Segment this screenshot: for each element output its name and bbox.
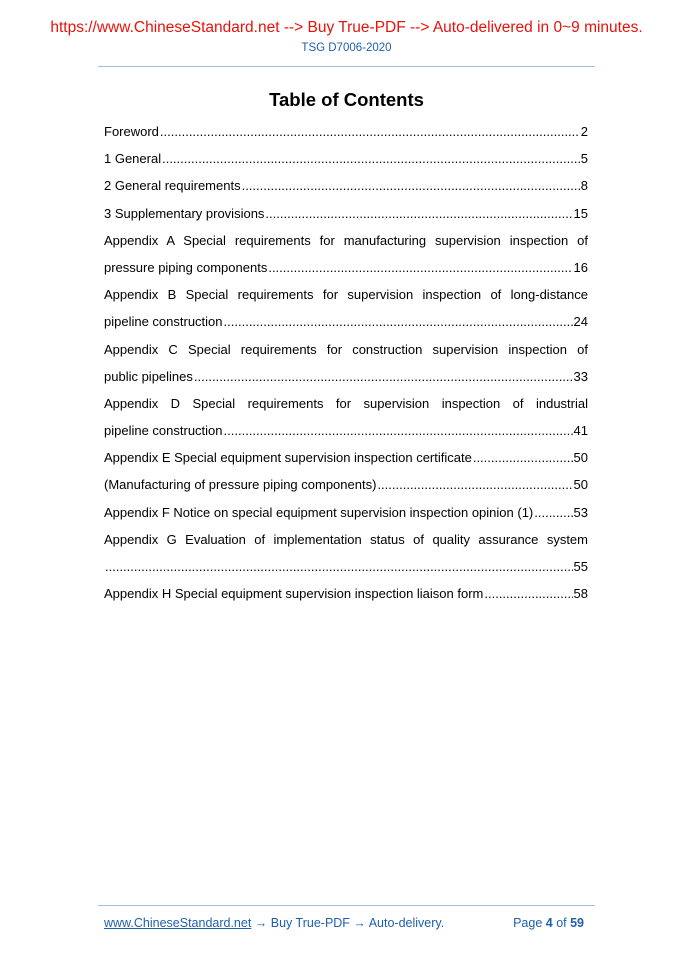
table-of-contents [104,118,588,607]
toc-entry-page: 8 [580,178,588,194]
toc-entry-page: 50 [573,477,588,493]
header-divider [98,66,595,67]
toc-entry-title: 1 General [104,151,162,167]
toc-entry-appendix-g-line2[interactable] [104,553,588,580]
toc-entry-appendix-e[interactable] [104,444,588,471]
toc-entry-appendix-b-line2[interactable] [104,308,588,335]
toc-entry-title: Appendix H Special equipment supervision inspection liaison form [104,586,484,602]
toc-entry-title: (Manufacturing of pressure piping components) [104,477,377,493]
toc-leader-dots [484,580,572,607]
toc-entry-page: 58 [573,586,588,602]
toc-entry-title: 3 Supplementary provisions [104,205,265,221]
toc-leader-dots [242,172,580,199]
toc-entry-foreword[interactable] [104,118,588,145]
toc-entry-page: 53 [573,504,588,520]
toc-entry-appendix-c-line2[interactable] [104,363,588,390]
toc-entry-appendix-g-line1[interactable] [104,526,588,553]
footer-trail: → Buy True-PDF → Auto-delivery. [251,916,445,930]
toc-entry-supplementary-provisions[interactable] [104,200,588,227]
toc-entry-appendix-f[interactable] [104,499,588,526]
page-footer [104,916,584,930]
toc-entry-title: Appendix F Notice on special equipment supervision inspection opinion (1) [104,504,534,520]
toc-leader-dots [105,553,573,580]
toc-entry-appendix-c-line1[interactable] [104,336,588,363]
toc-entry-title-cont: pipeline construction [104,423,223,439]
toc-leader-dots [194,363,573,390]
toc-leader-dots [224,308,573,335]
toc-leader-dots [160,118,580,145]
toc-entry-page: 16 [573,259,588,275]
toc-entry-title: Appendix E Special equipment supervision inspection certificate [104,450,472,466]
toc-entry-manufacturing-components[interactable] [104,471,588,498]
toc-entry-title: Appendix G Evaluation of implementation status of quality assurance system [104,531,588,547]
toc-entry-page: 5 [580,151,588,167]
toc-entry-title: Appendix B Special requirements for supervision inspection of long-distance [104,287,588,303]
toc-leader-dots [377,471,572,498]
toc-entry-title: Appendix D Special requirements for supervision inspection of industrial [104,395,588,411]
page-number [513,916,584,930]
page-total: 59 [570,916,584,930]
toc-entry-appendix-d-line2[interactable] [104,417,588,444]
page-of: of [552,916,571,930]
toc-entry-page: 24 [573,314,588,330]
page-title: Table of Contents [269,89,424,110]
document-id: TSG D7006-2020 [301,42,392,54]
page-label: Page [513,916,546,930]
toc-entry-title: 2 General requirements [104,178,241,194]
page-current: 4 [545,916,553,930]
toc-entry-title: Appendix C Special requirements for construction supervision inspection of [104,341,588,357]
toc-entry-title: Foreword [104,124,159,139]
footer-site-link[interactable]: www.ChineseStandard.net [104,916,252,930]
toc-entry-appendix-d-line1[interactable] [104,390,588,417]
toc-leader-dots [265,200,572,227]
footer-divider [98,905,595,906]
toc-leader-dots [162,145,580,172]
toc-entry-page: 55 [573,559,588,574]
toc-entry-page: 41 [573,423,588,439]
header-banner: https://www.ChineseStandard.net --> Buy True-PDF --> Auto-delivered in 0~9 minutes. [50,19,643,36]
toc-entry-title-cont: pipeline construction [104,314,223,330]
toc-leader-dots [268,254,572,281]
toc-entry-general[interactable] [104,145,588,172]
toc-entry-page: 15 [573,205,588,221]
toc-entry-title-cont: public pipelines [104,368,193,384]
toc-entry-appendix-a-line1[interactable] [104,227,588,254]
toc-leader-dots [224,417,573,444]
toc-entry-page: 2 [580,124,588,139]
toc-entry-appendix-h[interactable] [104,580,588,607]
toc-leader-dots [473,444,573,471]
toc-entry-title: Appendix A Special requirements for manufacturing supervision inspection of [104,232,588,248]
toc-leader-dots [534,499,572,526]
toc-entry-page: 50 [573,450,588,466]
toc-entry-appendix-b-line1[interactable] [104,281,588,308]
toc-entry-title-cont: pressure piping components [104,259,268,275]
toc-entry-general-requirements[interactable] [104,172,588,199]
toc-entry-page: 33 [573,368,588,384]
toc-entry-appendix-a-line2[interactable] [104,254,588,281]
